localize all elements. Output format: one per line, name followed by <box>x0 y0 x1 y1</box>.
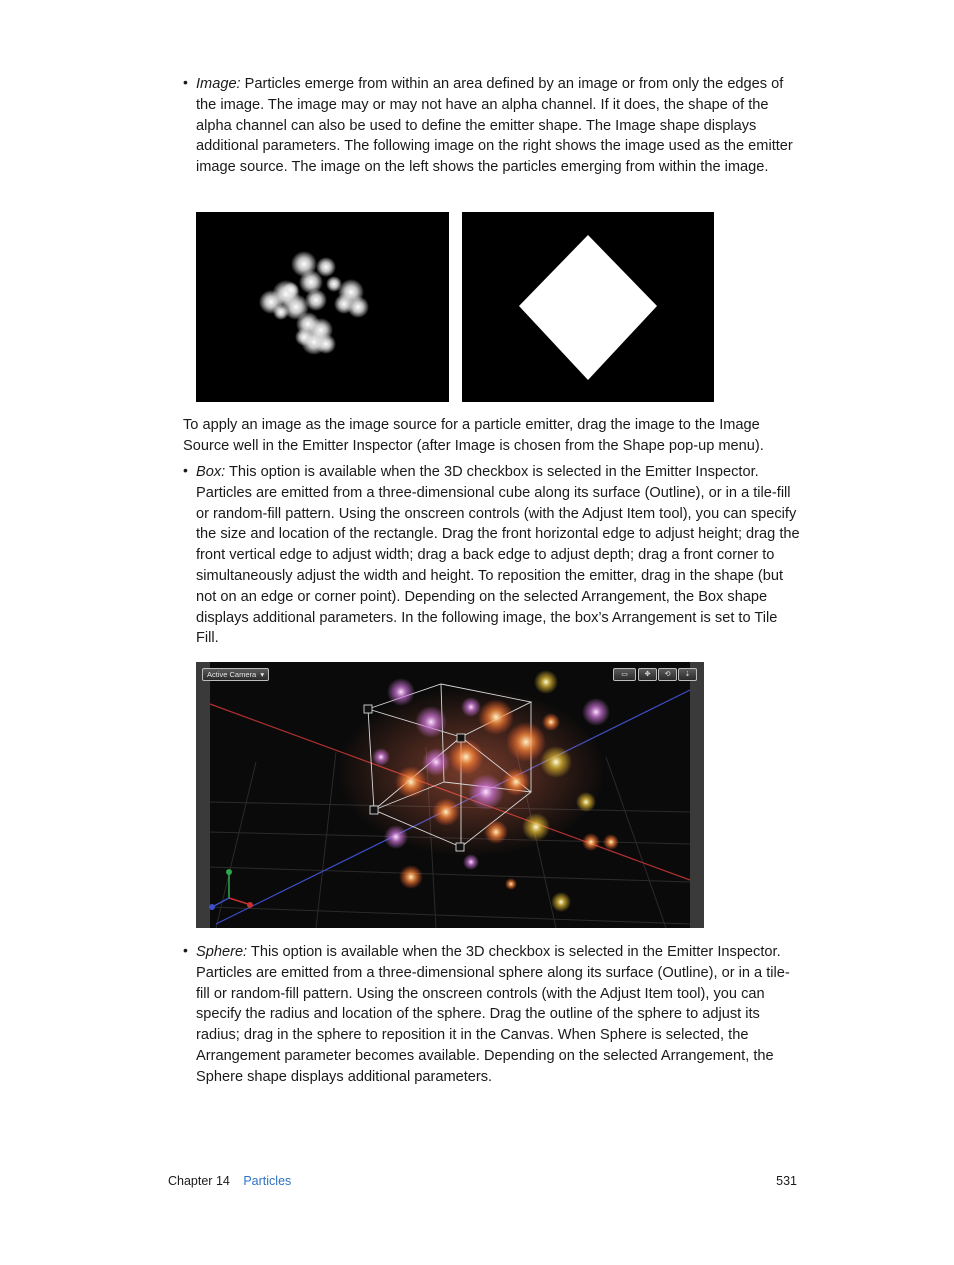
bullet-box-body: This option is available when the 3D checkbox is selected in the Emitter Inspector. Particles are emitted from a three-dimensional cube along its surface (Outline), or in a tile-fill or random-fill pattern. Using the onscreen controls (with the Adjust Item tool), you can specify the size and location of the rectangle. Drag the front horizontal edge to adjust height; drag the front vertical edge to adjust width; drag a back edge to adjust depth; drag a front corner to simultaneously adjust the width and height. To reposition the emitter, drag in the shape (but not on an edge or corner point). Depending on the selected Arrangement, the Box shape displays additional parameters. In the following image, the box’s Arrangement is set to Tile Fill. <box>196 464 800 647</box>
body-paragraph: To apply an image as the image source for a particle emitter, drag the image to the Image Source well in the Emitter Inspector (after Image is chosen from the Shape pop-up menu). <box>183 417 764 454</box>
bullet-marker: • <box>183 74 188 90</box>
page-number: 531 <box>776 1174 797 1188</box>
particle-cluster-graphic <box>196 212 449 402</box>
term-image: Image: <box>196 76 241 92</box>
orbit-tool-button[interactable] <box>658 668 677 681</box>
footer-chapter <box>168 1174 291 1188</box>
bullet-sphere-body: This option is available when the 3D checkbox is selected in the Emitter Inspector. Particles are emitted from a three-dimensional sphere along its surface (Outline), or in a tile-fill or random-fill pattern. Using the onscreen controls (with the Adjust Item tool), you can specify the radius and location of the sphere. Drag the outline of the sphere to adjust its radius; drag in the sphere to reposition it in the Canvas. When Sphere is selected, the Arrangement parameter becomes available. Depending on the selected Arrangement, the Sphere shape displays additional parameters. <box>196 944 790 1085</box>
footer-chapter-link[interactable]: Particles <box>243 1174 292 1188</box>
footer-chapter-label: Chapter 14 <box>168 1174 230 1188</box>
bullet-marker: • <box>183 462 188 478</box>
bullet-box-text <box>196 462 803 649</box>
diamond-shape-graphic <box>462 212 714 402</box>
bullet-box <box>183 462 803 649</box>
bullet-sphere <box>183 942 803 1088</box>
term-box: Box: <box>196 464 226 480</box>
chevron-down-icon: ▾ <box>260 670 265 679</box>
figure-emitter-image-source <box>462 212 714 402</box>
active-camera-menu[interactable] <box>202 668 269 681</box>
orbit-icon: ⟲ <box>664 671 671 678</box>
bullet-marker: • <box>183 942 188 958</box>
figure-box-emitter-canvas <box>196 662 704 928</box>
camera-view-button[interactable] <box>613 668 636 681</box>
canvas-scene <box>196 662 704 928</box>
camera-icon: ▭ <box>621 671 628 678</box>
bullet-sphere-text <box>196 942 803 1088</box>
dolly-icon: ⇣ <box>684 671 691 678</box>
pan-tool-button[interactable] <box>638 668 657 681</box>
active-camera-label: Active Camera <box>207 670 257 679</box>
term-sphere: Sphere: <box>196 944 248 960</box>
bullet-image <box>183 74 803 178</box>
bullet-image-body: Particles emerge from within an area defined by an image or from only the edges of the image. The image may or may not have an alpha channel. If it does, the shape of the alpha channel can also be used to define the emitter shape. The Image shape displays additional parameters. The following image on the right shows the image used as the emitter image source. The image on the left shows the particles emerging from within the image. <box>196 76 793 176</box>
figure-particles-from-image <box>196 212 449 402</box>
dolly-tool-button[interactable] <box>678 668 697 681</box>
bullet-image-text <box>196 74 803 178</box>
pan-icon: ✥ <box>644 671 651 678</box>
